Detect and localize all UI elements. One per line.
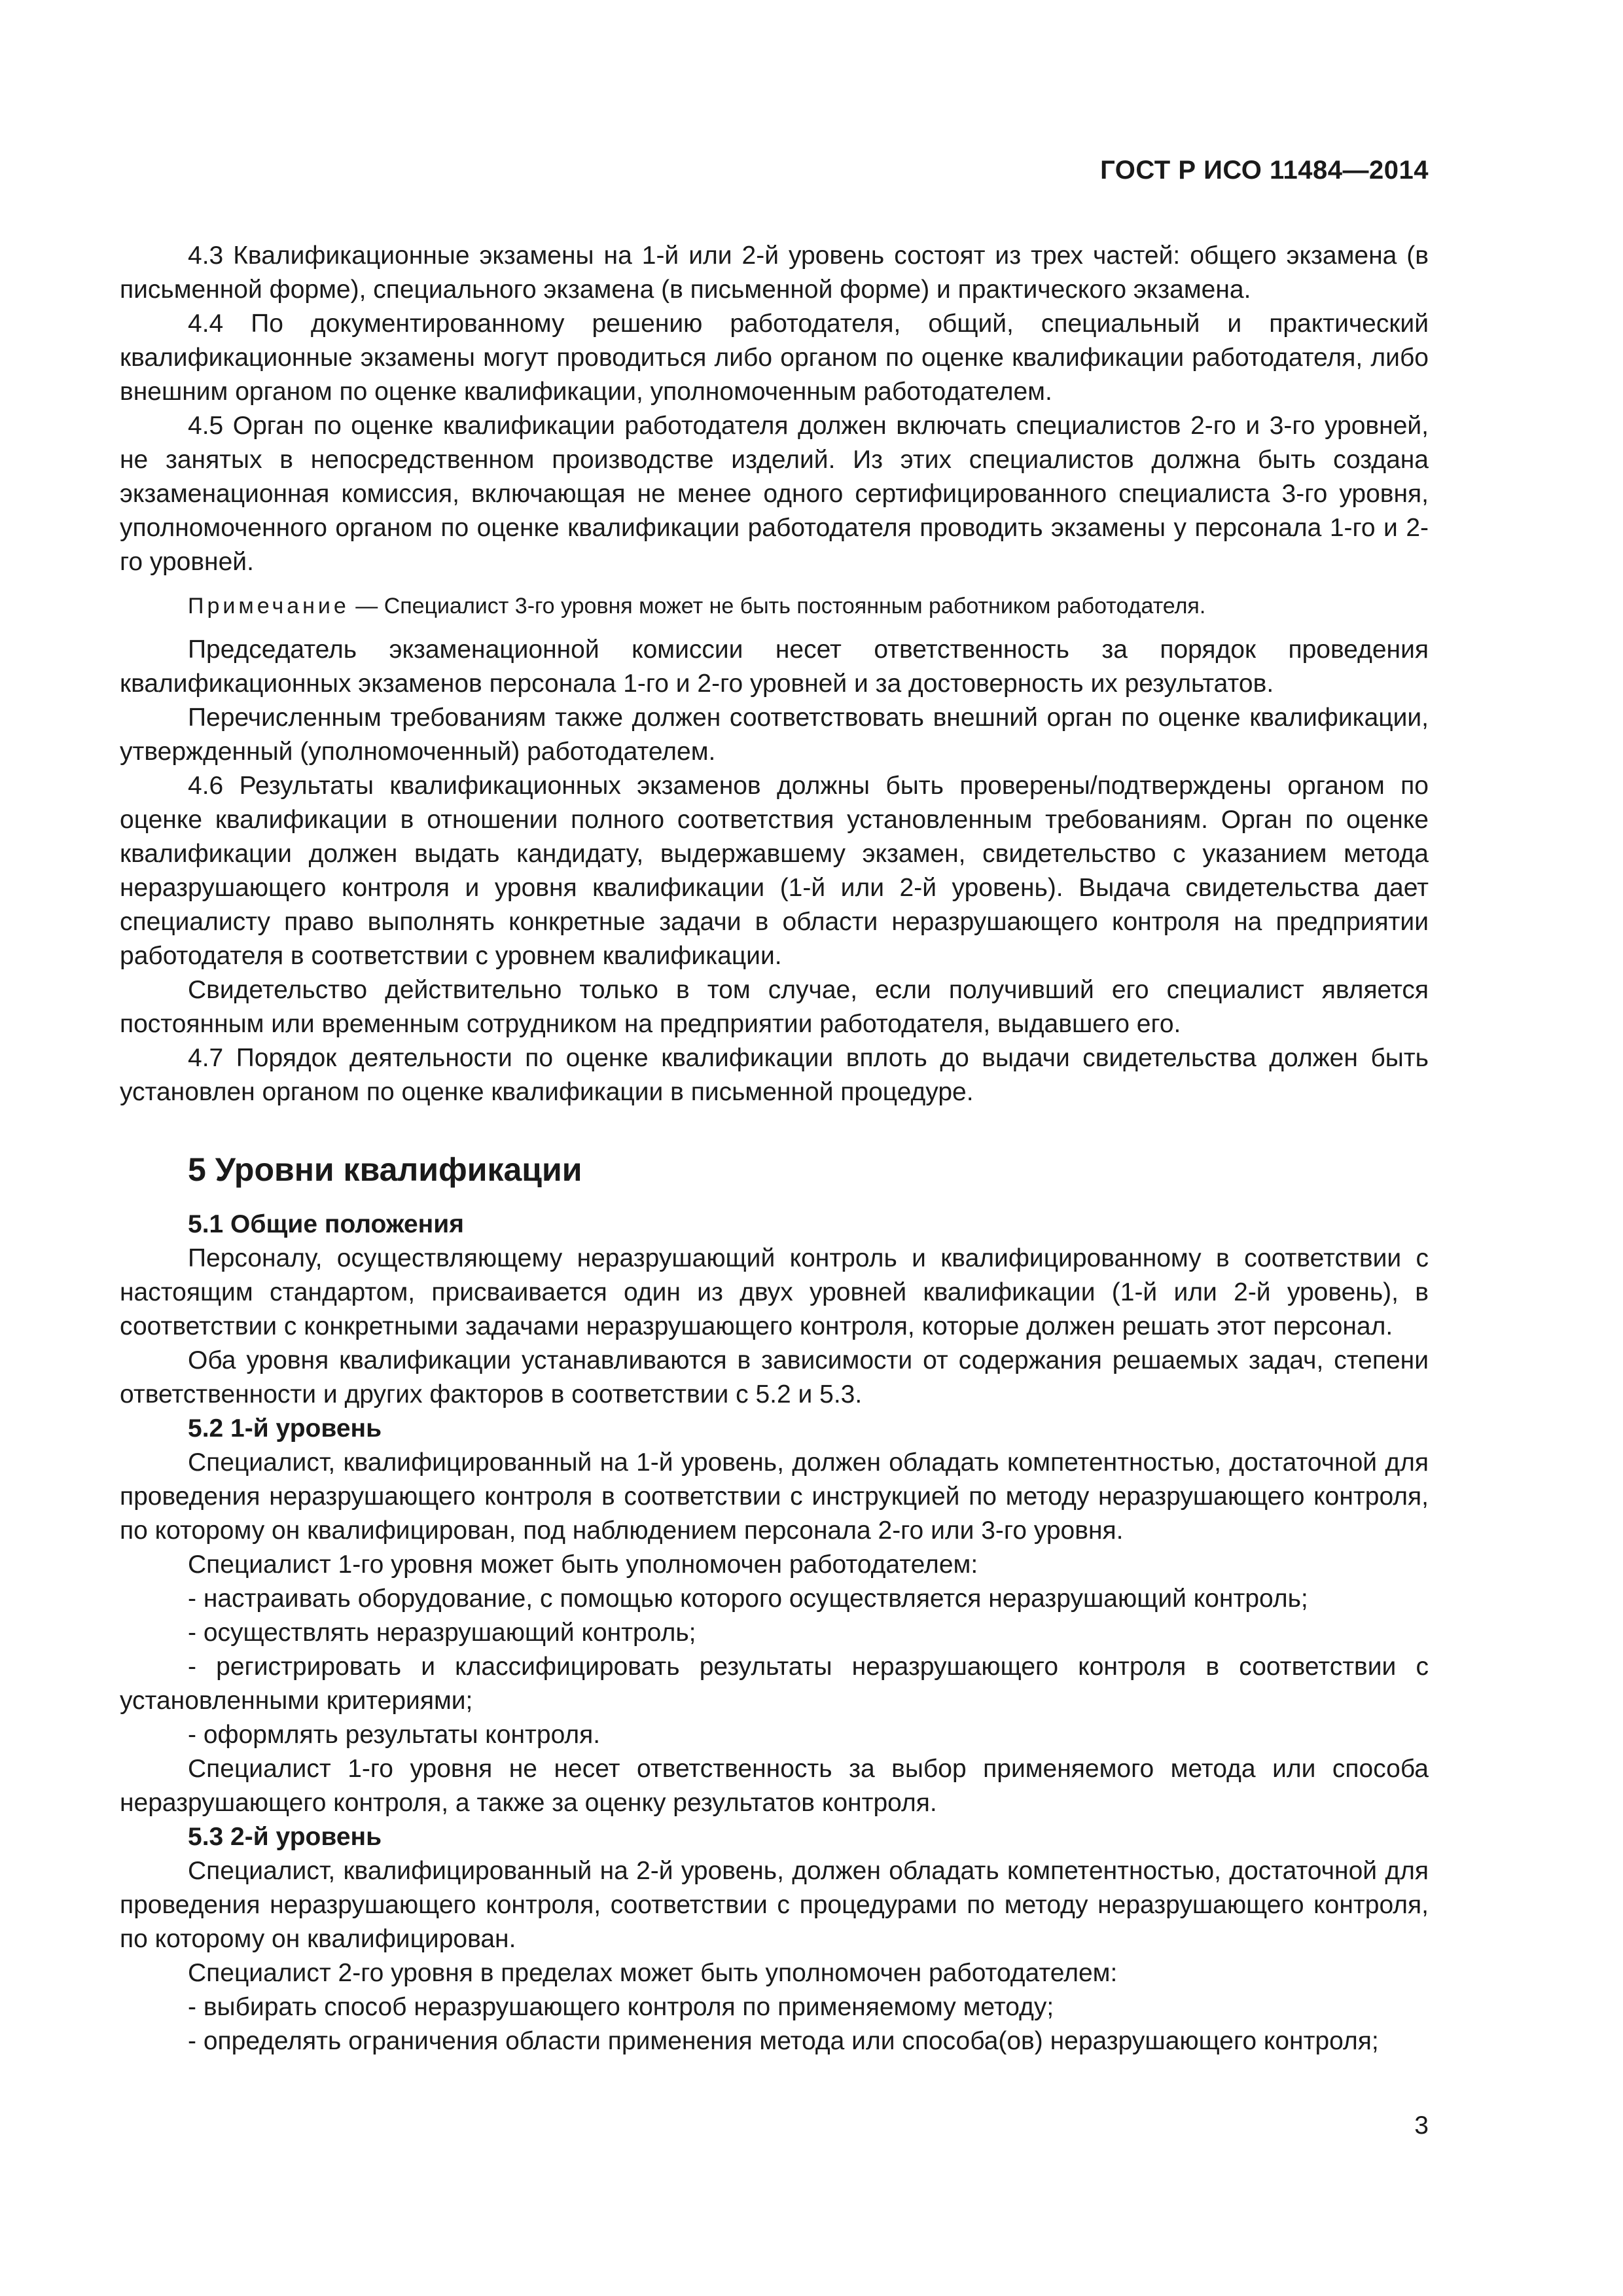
note — [120, 591, 1429, 621]
list-item-5-2-3: - регистрировать и классифицировать результаты неразрушающего контроля в соответствии с установленными критериями; — [120, 1653, 1429, 1715]
document-page — [120, 0, 1429, 2296]
list-item-5-2-4: - оформлять результаты контроля. — [188, 1721, 601, 1749]
paragraph-4-4: 4.4 По документированному решению работодателя, общий, специальный и практический квалификационные экзамены могут проводиться либо органом по оценке квалификации работодателя, либо внешним органом по оценке квалификации, уполномоченным работодателем. — [120, 310, 1429, 406]
paragraph-certificate-validity: Свидетельство действительно только в том случае, если получивший его специалист является постоянным или временным сотрудником на предприятии работодателя, выдавшего его. — [120, 976, 1429, 1038]
paragraph-4-7: 4.7 Порядок деятельности по оценке квалификации вплоть до выдачи свидетельства должен быть установлен органом по оценке квалификации в письменной процедуре. — [120, 1044, 1429, 1106]
paragraph-5-3-b: Специалист 2-го уровня в пределах может быть уполномочен работодателем: — [188, 1959, 1118, 1987]
standard-code-header: ГОСТ Р ИСО 11484—2014 — [1100, 156, 1429, 185]
paragraph-4-6: 4.6 Результаты квалификационных экзаменов должны быть проверены/подтверждены органом по оценке квалификации в отношении полного соответствия установленным требованиям. Орган по оценке квалификации должен выдать кандидату, выдержавшему экзамен, свидетельство с указанием метода неразрушающего контроля и уровня квалификации (1-й или 2-й уровень). Выдача свидетельства дает специалисту право выполнять конкретные задачи в области неразрушающего контроля на предприятии работодателя в соответствии с уровнем квалификации. — [120, 772, 1429, 970]
paragraph-external-body: Перечисленным требованиям также должен соответствовать внешний орган по оценке квалификации, утвержденный (уполномоченный) работодателем. — [120, 704, 1429, 766]
list-item-5-2-2: - осуществлять неразрушающий контроль; — [188, 1619, 696, 1647]
paragraph-chairman: Председатель экзаменационной комиссии несет ответственность за порядок проведения квалификационных экзаменов персонала 1-го и 2-го уровней и за достоверность их результатов. — [120, 636, 1429, 698]
document-body — [120, 239, 1429, 2058]
list-item-5-3-2: - определять ограничения области применения метода или способа(ов) неразрушающего контроля; — [188, 2027, 1379, 2055]
paragraph-5-2-c: Специалист 1-го уровня не несет ответственность за выбор применяемого метода или способа неразрушающего контроля, а также за оценку результатов контроля. — [120, 1755, 1429, 1817]
paragraph-5-1-b: Оба уровня квалификации устанавливаются в зависимости от содержания решаемых задач, степени ответственности и других факторов в соответствии с 5.2 и 5.3. — [120, 1346, 1429, 1408]
paragraph-5-2-b: Специалист 1-го уровня может быть уполномочен работодателем: — [188, 1551, 978, 1579]
paragraph-5-1-a: Персоналу, осуществляющему неразрушающий контроль и квалифицированному в соответствии с настоящим стандартом, присваивается один из двух уровней квалификации (1-й или 2-й уровень), в соответствии с конкретными задачами неразрушающего контроля, которые должен решать этот персонал. — [120, 1244, 1429, 1340]
paragraph-5-2-a: Специалист, квалифицированный на 1-й уровень, должен обладать компетентностью, достаточной для проведения неразрушающего контроля в соответствии с инструкцией по методу неразрушающего контроля, по которому он квалифицирован, под наблюдением персонала 2-го или 3-го уровня. — [120, 1448, 1429, 1545]
note-label: Примечание — [188, 594, 349, 619]
paragraph-4-3: 4.3 Квалификационные экзамены на 1-й или 2-й уровень состоят из трех частей: общего экзамена (в письменной форме), специального экзамена (в письменной форме) и практического экзамена. — [120, 242, 1429, 304]
subsection-5-1-title: 5.1 Общие положения — [188, 1210, 464, 1238]
section-5-title: 5 Уровни квалификации — [188, 1151, 582, 1188]
paragraph-5-3-a: Специалист, квалифицированный на 2-й уровень, должен обладать компетентностью, достаточной для проведения неразрушающего контроля, соответствии с процедурами по методу неразрушающего контроля, по которому он квалифицирован. — [120, 1857, 1429, 1953]
list-item-5-3-1: - выбирать способ неразрушающего контроля по применяемому методу; — [188, 1993, 1054, 2021]
list-item-5-2-1: - настраивать оборудование, с помощью которого осуществляется неразрушающий контроль; — [188, 1585, 1308, 1613]
page-number: 3 — [1414, 2111, 1429, 2140]
subsection-5-2-title: 5.2 1-й уровень — [188, 1414, 382, 1443]
subsection-5-3-title: 5.3 2-й уровень — [188, 1823, 382, 1851]
paragraph-4-5: 4.5 Орган по оценке квалификации работодателя должен включать специалистов 2-го и 3-го уровней, не занятых в непосредственном производстве изделий. Из этих специалистов должна быть создана экзаменационная комиссия, включающая не менее одного сертифицированного специалиста 3-го уровня, уполномоченного органом по оценке квалификации работодателя проводить экзамены у персонала 1-го и 2-го уровней. — [120, 412, 1429, 576]
note-text: — Специалист 3-го уровня может не быть постоянным работником работодателя. — [349, 594, 1206, 619]
